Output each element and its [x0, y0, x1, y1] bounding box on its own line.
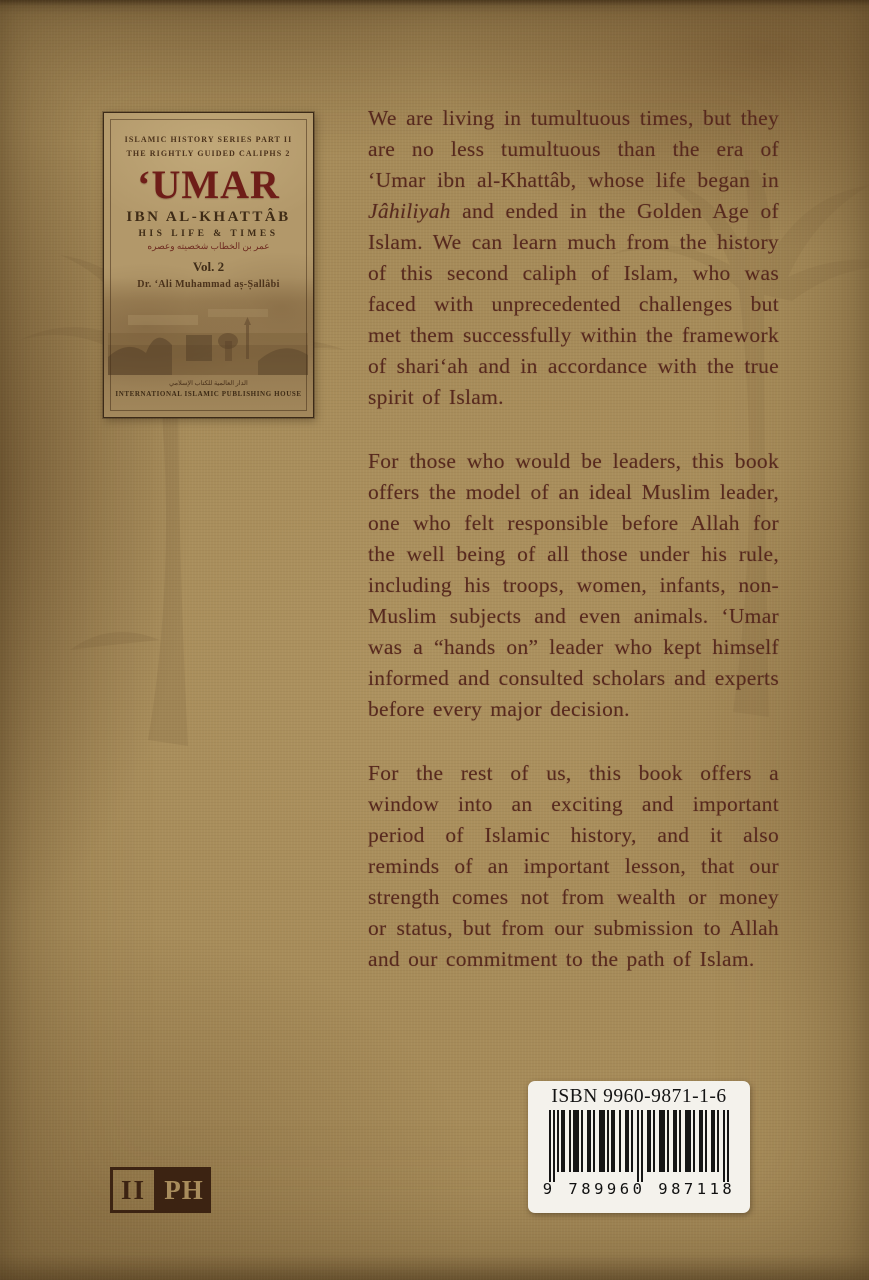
iiph-logo-left-letters: II — [110, 1167, 157, 1213]
thumb-book-title: ‘UMAR — [137, 162, 280, 207]
blurb-paragraph-1 — [368, 103, 779, 413]
thumb-author-name: Dr. ‘Ali Muhammad aṣ-Ṣallâbi — [137, 279, 280, 290]
thumb-series-line-2: THE RIGHTLY GUIDED CALIPHS 2 — [126, 149, 291, 158]
thumb-arabic-title: عمر بن الخطاب شخصيته وعصره — [147, 241, 270, 251]
front-cover-thumbnail — [103, 112, 314, 418]
thumb-publisher-arabic: الدار العالمية للكتاب الإسلامي — [169, 380, 248, 387]
isbn-number: ISBN 9960-9871-1-6 — [551, 1086, 727, 1107]
back-cover-blurb — [368, 103, 779, 1008]
thumb-series-line-1: ISLAMIC HISTORY SERIES PART II — [124, 135, 293, 144]
blurb-paragraph-1-italic: Jâhiliyah — [368, 199, 451, 223]
thumb-book-subtitle: IBN AL-KHATTÂB — [126, 209, 291, 225]
thumb-publisher-name: INTERNATIONAL ISLAMIC PUBLISHING HOUSE — [115, 390, 302, 398]
blurb-paragraph-2: For those who would be leaders, this book offers the model of an ideal Muslim leader, one who felt responsible before Allah for the well being of all those under his rule, including his troops, women, infants, non-Muslim subjects and even animals. ‘Umar was a “hands on” leader who kept himself informed and consulted scholars and experts before every major decision. — [368, 449, 779, 721]
blurb-paragraph-1-pre: We are living in tumultuous times, but they are no less tumultuous than the era of ‘Umar ibn al-Khattâb, whose life began in — [368, 106, 779, 192]
madinah-panorama-image — [108, 295, 308, 375]
thumb-volume-label: Vol. 2 — [192, 259, 225, 274]
thumb-book-tagline: HIS LIFE & TIMES — [138, 229, 279, 239]
barcode-digits: 9 789960 987118 — [542, 1180, 736, 1198]
iiph-logo — [110, 1167, 211, 1213]
blurb-paragraph-3: For the rest of us, this book offers a window into an exciting and important period of Islamic history, and it also reminds of an important lesson, that our strength comes not from wealth or money or status, but from our submission to Allah and our commitment to the path of Islam. — [368, 761, 779, 971]
thumb-series-heading — [104, 133, 313, 161]
isbn-barcode-label — [528, 1081, 750, 1213]
barcode-image — [541, 1110, 737, 1182]
iiph-logo-right-letters: PH — [157, 1167, 211, 1213]
blurb-paragraph-1-post: and ended in the Golden Age of Islam. We can learn much from the history of this second caliph of Islam, who was faced with unprecedented challenges but met them successfully within the framework of shari‘ah and in accordance with the true spirit of Islam. — [368, 199, 779, 409]
